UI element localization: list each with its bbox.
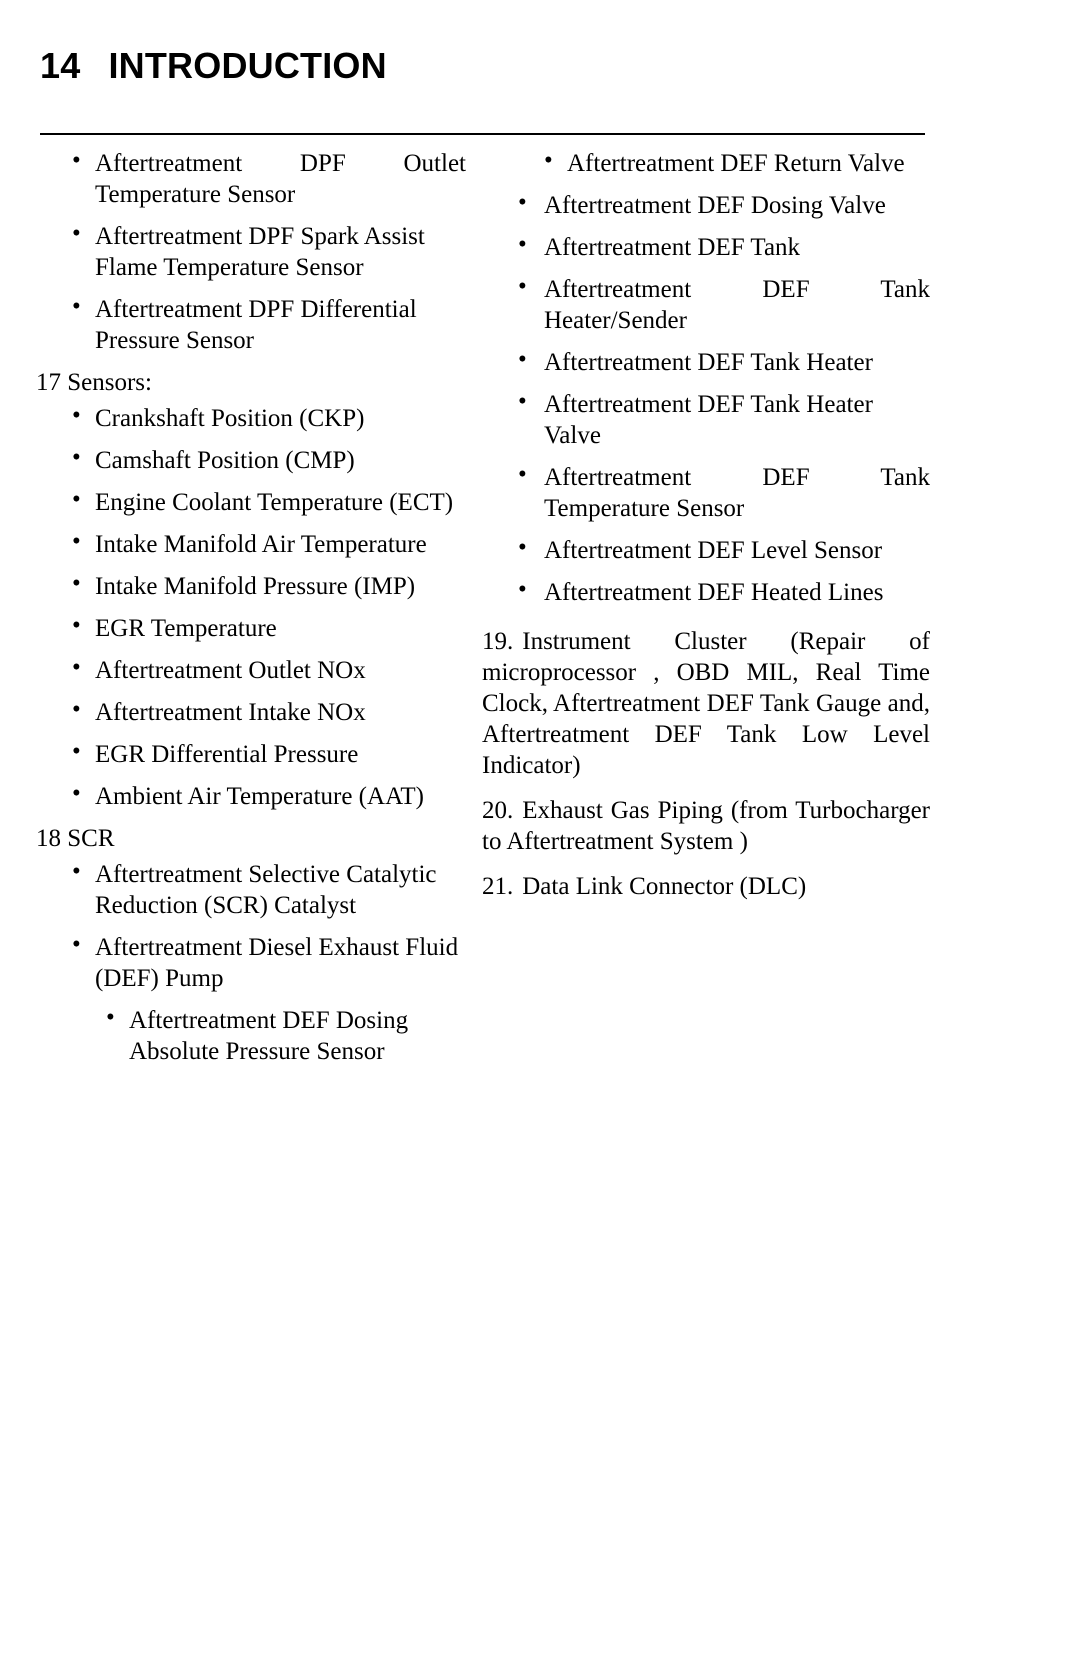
list-item — [482, 190, 930, 221]
list-item — [36, 571, 466, 602]
numbered-item-19 — [482, 626, 930, 781]
list-item-label: Aftertreatment DPF Outlet Temperature Sensor — [95, 150, 466, 208]
item-number: 21. — [482, 873, 514, 900]
def-components-list — [482, 148, 930, 608]
left-column — [36, 148, 466, 1078]
header-divider — [40, 133, 925, 135]
bullet-icon: • — [72, 570, 81, 597]
bullet-icon: • — [518, 534, 527, 561]
list-item — [36, 697, 466, 728]
bullet-icon: • — [518, 388, 527, 415]
list-item-label: Camshaft Position (CMP) — [95, 447, 355, 474]
page-number: 14 — [40, 45, 81, 86]
bullet-icon: • — [518, 461, 527, 488]
list-item-label: Aftertreatment Outlet NOx — [95, 657, 366, 684]
list-item-label: Aftertreatment DEF Dosing Valve — [544, 192, 886, 219]
list-item — [482, 389, 930, 451]
list-item-label: EGR Temperature — [95, 615, 277, 642]
list-item — [36, 781, 466, 812]
bullet-icon: • — [518, 231, 527, 258]
list-item-label: EGR Differential Pressure — [95, 741, 359, 768]
item-text: Exhaust Gas Piping (from Turbocharger to Aftertreatment System ) — [482, 797, 930, 855]
list-item-label: Aftertreatment Selective Catalytic Reduction (SCR) Catalyst — [95, 861, 437, 919]
list-item-label: Aftertreatment Intake NOx — [95, 699, 366, 726]
list-item — [36, 445, 466, 476]
right-column — [482, 148, 930, 916]
bullet-icon: • — [72, 612, 81, 639]
list-item-label: Aftertreatment DPF Spark Assist Flame Temperature Sensor — [95, 223, 425, 281]
item-text: Data Link Connector (DLC) — [522, 873, 807, 900]
list-item-label: Aftertreatment DEF Dosing Absolute Pressure Sensor — [129, 1007, 409, 1065]
list-item-label: Aftertreatment DEF Return Valve — [567, 150, 905, 177]
bullet-icon: • — [72, 220, 81, 247]
list-item-label: Aftertreatment DEF Tank Heater — [544, 349, 873, 376]
list-item — [36, 613, 466, 644]
bullet-icon: • — [518, 576, 527, 603]
bullet-icon: • — [72, 486, 81, 513]
bullet-icon: • — [72, 738, 81, 765]
list-item — [36, 487, 466, 518]
list-item — [482, 232, 930, 263]
dpf-continued-list — [36, 148, 466, 356]
section-heading-18: 18 SCR — [36, 825, 115, 852]
scr-list — [36, 859, 466, 1067]
list-item-label: Aftertreatment DEF Level Sensor — [544, 537, 883, 564]
list-item — [36, 655, 466, 686]
page-header — [40, 45, 940, 87]
numbered-paragraphs — [482, 626, 930, 902]
list-item-label: Aftertreatment Diesel Exhaust Fluid (DEF) Pump — [95, 934, 459, 992]
bullet-icon: • — [72, 147, 81, 174]
list-item — [482, 462, 930, 524]
section-heading-17: 17 Sensors: — [36, 369, 152, 396]
list-item-label: Aftertreatment DEF Heated Lines — [544, 579, 884, 606]
bullet-icon: • — [72, 528, 81, 555]
list-item-label: Aftertreatment DEF Tank — [544, 234, 801, 261]
list-item — [36, 148, 466, 210]
bullet-icon: • — [72, 696, 81, 723]
list-item — [482, 274, 930, 336]
page-title: INTRODUCTION — [108, 45, 387, 86]
item-text: Instrument Cluster (Repair of microprocessor , OBD MIL, Real Time Clock, Aftertreatment DEF Tank Gauge and, Aftertreatment DEF Tank Low Level Indicator) — [482, 628, 930, 779]
list-item-label: Aftertreatment DEF Tank Heater Valve — [544, 391, 873, 449]
list-item — [482, 577, 930, 608]
list-item-label: Aftertreatment DEF Tank Temperature Sensor — [544, 464, 930, 522]
bullet-icon: • — [72, 444, 81, 471]
item-number: 20. — [482, 797, 514, 824]
list-item-label: Aftertreatment DPF Differential Pressure Sensor — [95, 296, 417, 354]
bullet-icon: • — [518, 273, 527, 300]
list-item-label: Crankshaft Position (CKP) — [95, 405, 365, 432]
list-item — [482, 535, 930, 566]
bullet-icon: • — [72, 858, 81, 885]
bullet-icon: • — [72, 654, 81, 681]
numbered-item-20 — [482, 795, 930, 857]
bullet-icon: • — [518, 346, 527, 373]
list-item — [482, 347, 930, 378]
list-item — [36, 932, 466, 994]
sensors-list — [36, 403, 466, 812]
list-item — [482, 148, 930, 179]
item-number: 19. — [482, 628, 514, 655]
list-item-label: Intake Manifold Air Temperature — [95, 531, 427, 558]
bullet-icon: • — [72, 293, 81, 320]
bullet-icon: • — [72, 931, 81, 958]
list-item-label: Engine Coolant Temperature (ECT) — [95, 489, 454, 516]
list-item — [36, 529, 466, 560]
list-item — [36, 739, 466, 770]
list-item — [36, 403, 466, 434]
bullet-icon: • — [518, 189, 527, 216]
list-item-label: Aftertreatment DEF Tank Heater/Sender — [544, 276, 930, 334]
list-item-label: Intake Manifold Pressure (IMP) — [95, 573, 416, 600]
list-item — [36, 294, 466, 356]
bullet-icon: • — [106, 1004, 115, 1031]
list-item — [36, 1005, 466, 1067]
bullet-icon: • — [72, 402, 81, 429]
numbered-item-21 — [482, 871, 930, 902]
bullet-icon: • — [544, 147, 553, 174]
list-item-label: Ambient Air Temperature (AAT) — [95, 783, 424, 810]
bullet-icon: • — [72, 780, 81, 807]
list-item — [36, 221, 466, 283]
list-item — [36, 859, 466, 921]
